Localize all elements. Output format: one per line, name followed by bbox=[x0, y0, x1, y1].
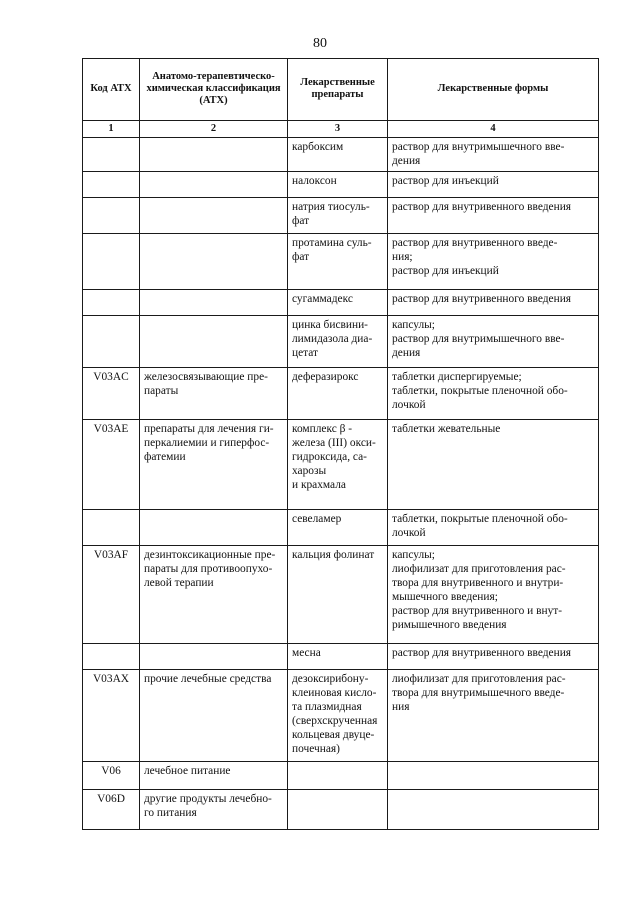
column-number: 2 bbox=[140, 121, 288, 138]
drug-cell: карбоксим bbox=[288, 138, 388, 172]
drug-cell: налоксон bbox=[288, 172, 388, 198]
atx-code-cell bbox=[83, 172, 140, 198]
dosage-form-cell: раствор для инъекций bbox=[388, 172, 599, 198]
header-atx-code: Код АТХ bbox=[83, 59, 140, 121]
classification-cell bbox=[140, 234, 288, 290]
dosage-form-cell: таблетки диспергируемые; таблетки, покрытые пленочной обо- лочкой bbox=[388, 368, 599, 420]
dosage-form-cell: лиофилизат для приготовления рас- твора для внутримышечного введе- ния bbox=[388, 670, 599, 762]
atx-code-cell bbox=[83, 290, 140, 316]
drug-cell: сугаммадекс bbox=[288, 290, 388, 316]
dosage-form-cell: раствор для внутривенного введения bbox=[388, 644, 599, 670]
drug-cell: протамина суль- фат bbox=[288, 234, 388, 290]
atx-code-cell bbox=[83, 198, 140, 234]
table-row bbox=[83, 138, 599, 172]
drug-cell: цинка бисвини- лимидазола диа- цетат bbox=[288, 316, 388, 368]
drug-cell: деферазирокс bbox=[288, 368, 388, 420]
atx-code-cell bbox=[83, 316, 140, 368]
drug-cell: дезоксирибону- клеиновая кисло- та плазмидная (сверхскрученная кольцевая двуце- почечная) bbox=[288, 670, 388, 762]
page-number: 80 bbox=[313, 36, 327, 51]
column-number: 3 bbox=[288, 121, 388, 138]
column-numbers-row bbox=[83, 121, 599, 138]
drug-cell: комплекс β - железа (III) окси- гидроксида, са- харозы и крахмала bbox=[288, 420, 388, 510]
table-row bbox=[83, 234, 599, 290]
classification-cell: прочие лечебные средства bbox=[140, 670, 288, 762]
atx-code-cell: V03AX bbox=[83, 670, 140, 762]
classification-cell bbox=[140, 290, 288, 316]
atx-code-cell: V06 bbox=[83, 762, 140, 790]
atx-code-cell bbox=[83, 234, 140, 290]
drug-cell bbox=[288, 790, 388, 830]
classification-cell bbox=[140, 510, 288, 546]
table-row bbox=[83, 198, 599, 234]
atx-table bbox=[82, 58, 599, 830]
dosage-form-cell: капсулы; лиофилизат для приготовления рас- твора для внутривенного и внутри- мышечного введения; раствор для внутривенного и внут- римышечного введения bbox=[388, 546, 599, 644]
table-row bbox=[83, 790, 599, 830]
header-atx-classification: Анатомо-терапевтическо-химическая классификация (АТХ) bbox=[140, 59, 288, 121]
classification-cell: дезинтоксикационные пре- параты для противоопухо- левой терапии bbox=[140, 546, 288, 644]
classification-cell bbox=[140, 172, 288, 198]
column-number: 1 bbox=[83, 121, 140, 138]
atx-code-cell bbox=[83, 510, 140, 546]
table-row bbox=[83, 420, 599, 510]
atx-code-cell bbox=[83, 644, 140, 670]
table-row bbox=[83, 316, 599, 368]
table-header-row bbox=[83, 59, 599, 121]
atx-code-cell bbox=[83, 138, 140, 172]
drug-cell: кальция фолинат bbox=[288, 546, 388, 644]
classification-cell: другие продукты лечебно- го питания bbox=[140, 790, 288, 830]
classification-cell bbox=[140, 644, 288, 670]
dosage-form-cell: раствор для внутримышечного вве- дения bbox=[388, 138, 599, 172]
table-row bbox=[83, 290, 599, 316]
drug-cell bbox=[288, 762, 388, 790]
table-row bbox=[83, 368, 599, 420]
dosage-form-cell: таблетки, покрытые пленочной обо- лочкой bbox=[388, 510, 599, 546]
table-row bbox=[83, 762, 599, 790]
dosage-form-cell: раствор для внутривенного введения bbox=[388, 198, 599, 234]
classification-cell bbox=[140, 316, 288, 368]
classification-cell bbox=[140, 138, 288, 172]
table-row bbox=[83, 546, 599, 644]
column-number: 4 bbox=[388, 121, 599, 138]
atx-code-cell: V06D bbox=[83, 790, 140, 830]
drug-cell: натрия тиосуль- фат bbox=[288, 198, 388, 234]
dosage-form-cell: раствор для внутривенного введе- ния; раствор для инъекций bbox=[388, 234, 599, 290]
dosage-form-cell: раствор для внутривенного введения bbox=[388, 290, 599, 316]
classification-cell: железосвязывающие пре- параты bbox=[140, 368, 288, 420]
dosage-form-cell bbox=[388, 762, 599, 790]
table-row bbox=[83, 644, 599, 670]
classification-cell: лечебное питание bbox=[140, 762, 288, 790]
header-dosage-forms: Лекарственные формы bbox=[388, 59, 599, 121]
dosage-form-cell: таблетки жевательные bbox=[388, 420, 599, 510]
dosage-form-cell bbox=[388, 790, 599, 830]
classification-cell: препараты для лечения ги- перкалиемии и гиперфос- фатемии bbox=[140, 420, 288, 510]
classification-cell bbox=[140, 198, 288, 234]
dosage-form-cell: капсулы; раствор для внутримышечного вве- дения bbox=[388, 316, 599, 368]
drug-cell: севеламер bbox=[288, 510, 388, 546]
header-drugs: Лекарственные препараты bbox=[288, 59, 388, 121]
table-row bbox=[83, 172, 599, 198]
atx-code-cell: V03AF bbox=[83, 546, 140, 644]
table-row bbox=[83, 510, 599, 546]
atx-code-cell: V03AC bbox=[83, 368, 140, 420]
atx-code-cell: V03AE bbox=[83, 420, 140, 510]
drug-cell: месна bbox=[288, 644, 388, 670]
table-row bbox=[83, 670, 599, 762]
